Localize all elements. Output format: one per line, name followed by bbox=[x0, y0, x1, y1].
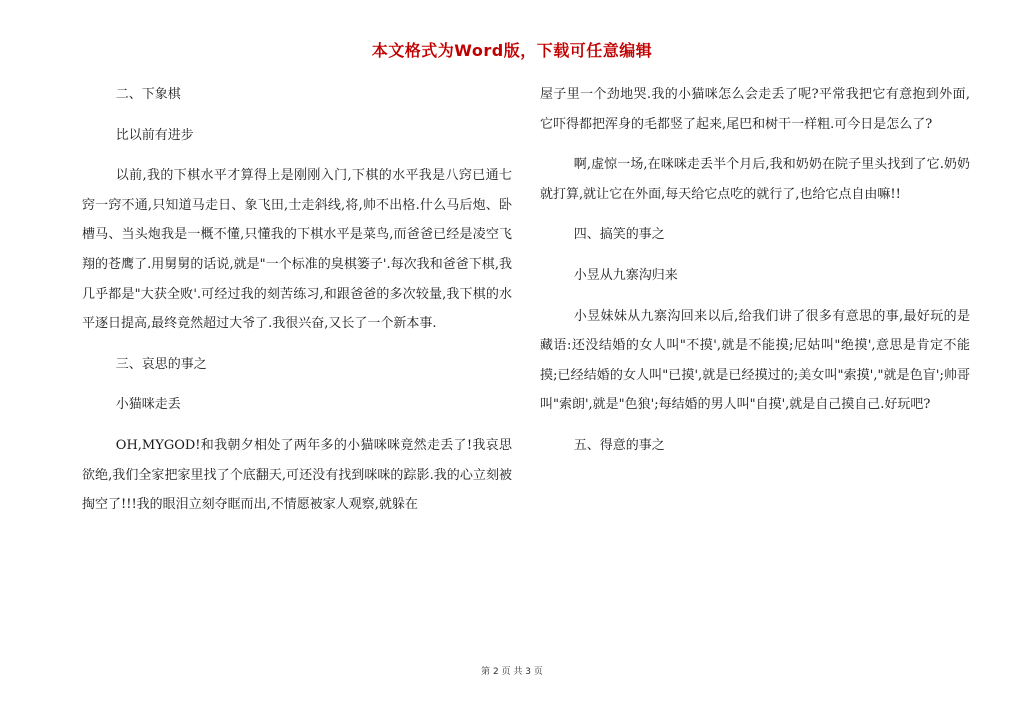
paragraph-kitten: OH,MYGOD!和我朝夕相处了两年多的小猫咪咪竟然走丢了!我哀思欲绝,我们全家把家里找了个底翻天,可还没有找到咪咪的踪影.我的心立刻被掏空了!!!我的眼泪立刻夺眶而出,不情愿被家人观察,就躲在 bbox=[82, 437, 512, 513]
left-column bbox=[82, 80, 512, 520]
section-heading-chess: 二、下象棋 bbox=[115, 87, 181, 102]
section-heading-proud: 五、得意的事之 bbox=[573, 437, 665, 453]
subtitle-progress: 比以前有进步 bbox=[115, 127, 194, 143]
page-number-footer: 第 2 页 共 3 页 bbox=[481, 667, 543, 677]
section-heading-sad: 三、哀思的事之 bbox=[115, 356, 207, 372]
subtitle-xiaoyu: 小昱从九寨沟归来 bbox=[573, 267, 678, 283]
paragraph-kitten-continued: 屋子里一个劲地哭.我的小猫咪怎么会走丢了呢?平常我把它有意抱到外面,它吓得都把浑身的毛都竖了起来,尾巴和树干一样粗.可今日是怎么了? bbox=[540, 87, 970, 132]
paragraph-kitten-found: 啊,虚惊一场,在咪咪走丢半个月后,我和奶奶在院子里头找到了它.奶奶就打算,就让它在外面,每天给它点吃的就行了,也给它点自由嘛!! bbox=[540, 157, 970, 202]
right-column bbox=[540, 80, 970, 461]
paragraph-chess: 以前,我的下棋水平才算得上是刚刚入门,下棋的水平我是八窍已通七窍一窍不通,只知道马走日、象飞田,士走斜线,将,帅不出格.什么马后炮、卧槽马、当头炮我是一概不懂,只懂我的下棋水平是菜鸟,而爸爸已经是凌空飞翔的苍鹰了.用舅舅的话说,就是"一个标准的臭棋篓子'.每次我和爸爸下棋,我几乎都是"大获全败'.可经过我的刻苦练习,和跟爸爸的多次较量,我下棋的水平逐日提高,最终竟然超过大爷了.我很兴奋,又长了一个新本事. bbox=[82, 168, 512, 332]
document-banner: 本文格式为Word版，下载可任意编辑 bbox=[371, 41, 653, 60]
section-heading-funny: 四、搞笑的事之 bbox=[573, 227, 665, 243]
subtitle-kitten: 小猫咪走丢 bbox=[115, 397, 181, 413]
paragraph-xiaoyu: 小昱妹妹从九寨沟回来以后,给我们讲了很多有意思的事,最好玩的是藏语:还没结婚的女人叫"不摸',就是不能摸;尼姑叫"绝摸',意思是肯定不能摸;已经结婚的女人叫"已摸',就是已经摸过的;美女叫"索摸',"就是色盲';帅哥叫"索朗',就是"色狼';每结婚的男人叫"自摸',就是自己摸自己.好玩吧? bbox=[540, 308, 970, 413]
